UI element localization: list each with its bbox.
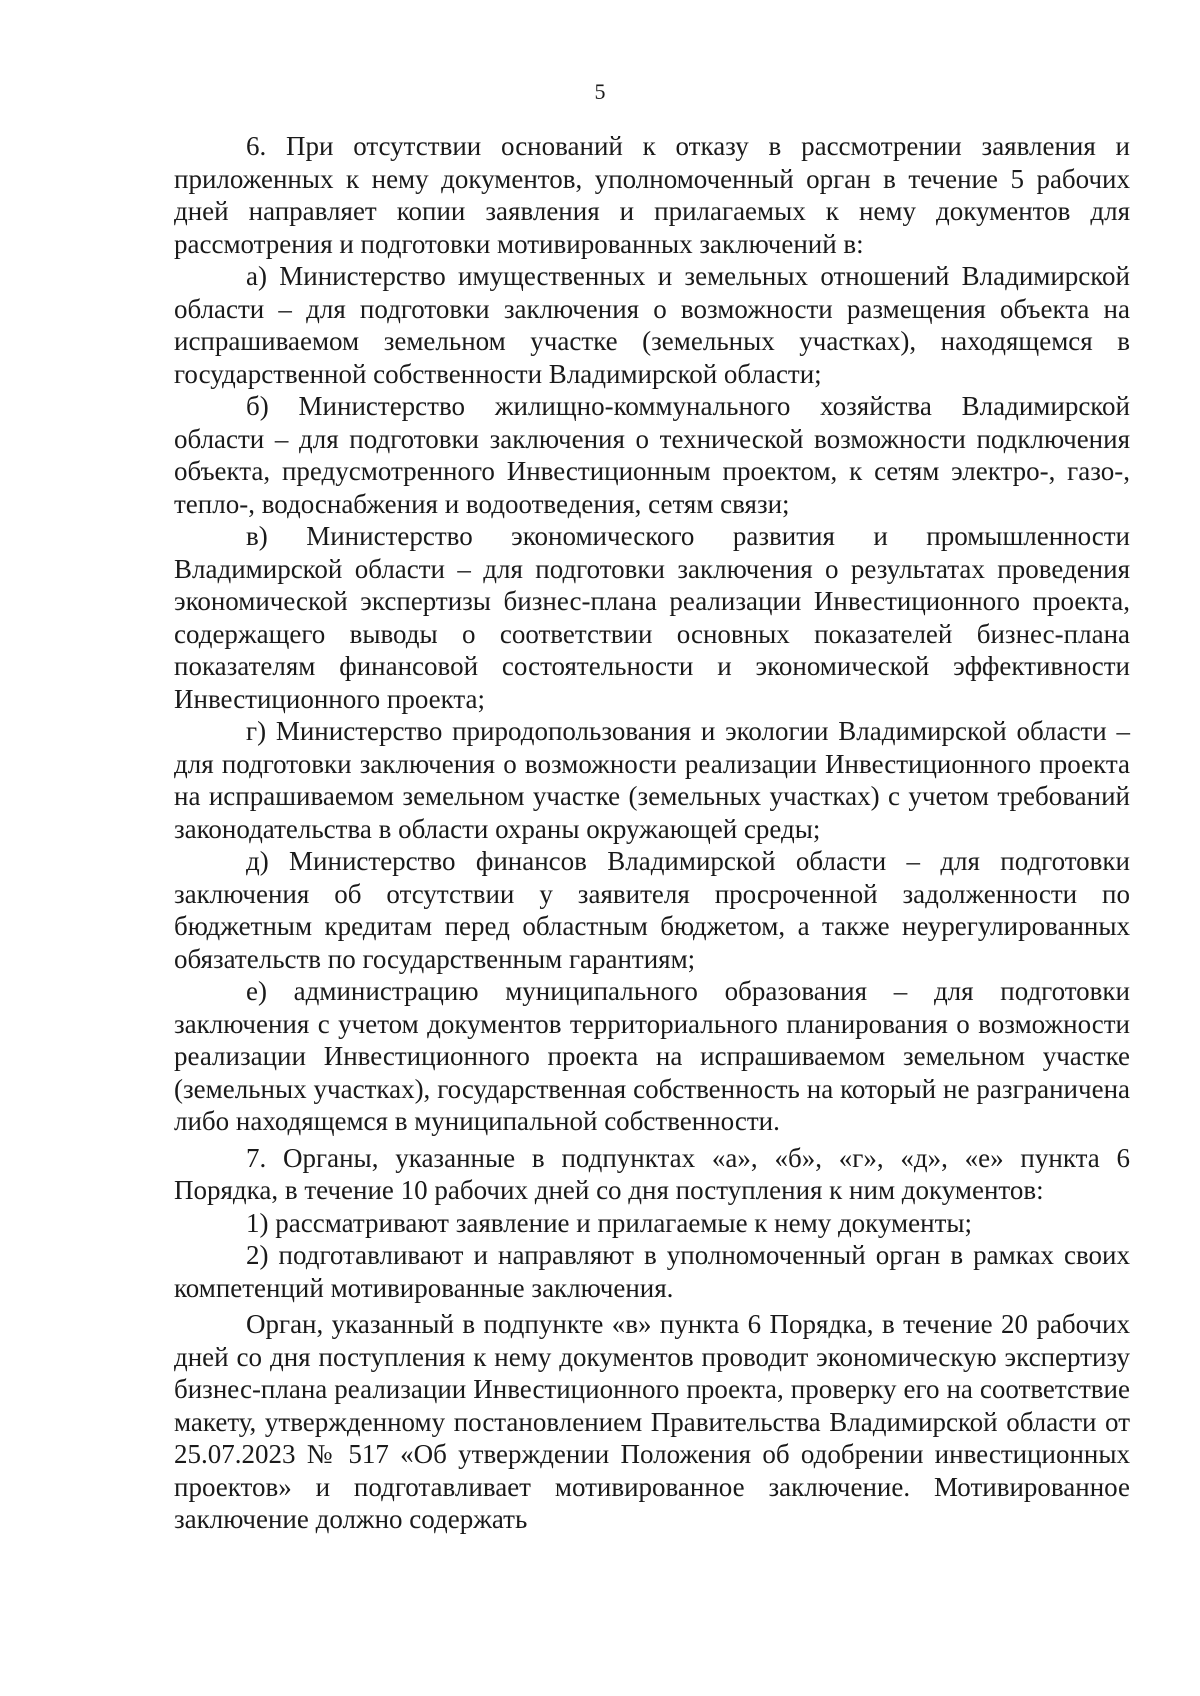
paragraph-7-2: 2) подготавливают и направляют в уполномоченный орган в рамках своих компетенций мотивированные заключения. — [174, 1240, 1130, 1303]
paragraph-organ-v: Орган, указанный в подпункте «в» пункта 6 Порядка, в течение 20 рабочих дней со дня поступления к нему документов проводит экономическую экспертизу бизнес-плана реализации Инвестиционного проекта, проверку его на соответствие макету, утвержденному постановлением Правительства Владимирской области от 25.07.2023 № 517 «Об утверждении Положения об одобрении инвестиционных проектов» и подготавливает мотивированное заключение. Мотивированное заключение должно содержать — [174, 1309, 1130, 1534]
paragraph-7-1: 1) рассматривают заявление и прилагаемые к нему документы; — [246, 1207, 973, 1238]
page-number: 5 — [594, 79, 606, 104]
paragraph-6b: б) Министерство жилищно-коммунального хозяйства Владимирской области – для подготовки заключения о технической возможности подключения объекта, предусмотренного Инвестиционным проектом, к сетям электро-, газо-, тепло-, водоснабжения и водоотведения, сетям связи; — [174, 391, 1130, 519]
paragraph-6v: в) Министерство экономического развития и промышленности Владимирской области – для подготовки заключения о результатах проведения экономической экспертизы бизнес-плана реализации Инвестиционного проекта, содержащего выводы о соответствии основных показателей бизнес-плана показателям финансовой состоятельности и экономической эффективности Инвестиционного проекта; — [174, 521, 1130, 714]
document-body — [174, 130, 1130, 1536]
paragraph-6d: д) Министерство финансов Владимирской области – для подготовки заключения об отсутствии у заявителя просроченной задолженности по бюджетным кредитам перед областным бюджетом, а также неурегулированных обязательств по государственным гарантиям; — [174, 846, 1130, 974]
paragraph-6e: е) администрацию муниципального образования – для подготовки заключения с учетом документов территориального планирования о возможности реализации Инвестиционного проекта на испрашиваемом земельном участке (земельных участках), государственная собственность на который не разграничена либо находящемся в муниципальной собственности. — [174, 976, 1130, 1136]
paragraph-6: 6. При отсутствии оснований к отказу в рассмотрении заявления и приложенных к нему документов, уполномоченный орган в течение 5 рабочих дней направляет копии заявления и прилагаемых к нему документов для рассмотрения и подготовки мотивированных заключений в: — [174, 131, 1130, 259]
paragraph-7: 7. Органы, указанные в подпунктах «а», «б», «г», «д», «е» пункта 6 Порядка, в течение 10 рабочих дней со дня поступления к ним документов: — [174, 1142, 1130, 1205]
paragraph-6g: г) Министерство природопользования и экологии Владимирской области – для подготовки заключения о возможности реализации Инвестиционного проекта на испрашиваемом земельном участке (земельных участках) с учетом требований законодательства в области охраны окружающей среды; — [174, 716, 1130, 844]
paragraph-6a: а) Министерство имущественных и земельных отношений Владимирской области – для подготовки заключения о возможности размещения объекта на испрашиваемом земельном участке (земельных участках), находящемся в государственной собственности Владимирской области; — [174, 261, 1130, 389]
